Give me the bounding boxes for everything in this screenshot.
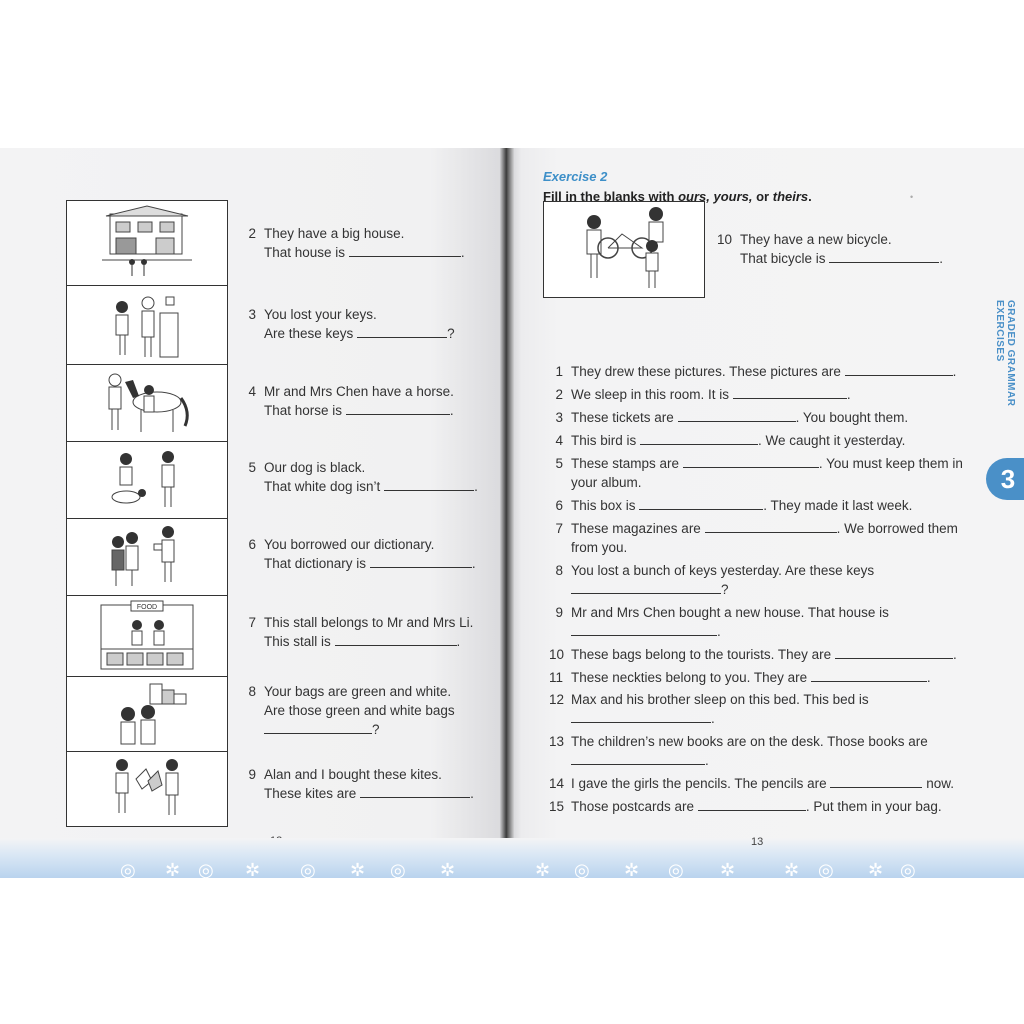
item-end: . — [470, 786, 474, 801]
left-page — [0, 148, 506, 878]
item-number: 7 — [248, 615, 256, 630]
item-sentence: They have a big house. — [264, 226, 405, 241]
exercise-item-4 — [248, 382, 454, 420]
item-text: This box is — [571, 498, 636, 513]
item-number: 10 — [716, 232, 732, 247]
item-number: 5 — [248, 460, 256, 475]
answer-blank[interactable] — [335, 632, 457, 646]
swirl-icon: ◎ — [120, 860, 136, 880]
ex2-item-3 — [555, 408, 909, 427]
item-end: . — [460, 245, 465, 260]
item-sentence: Alan and I bought these kites. — [264, 767, 442, 782]
ex2-item-6 — [555, 496, 913, 515]
item-prompt: These kites are — [264, 786, 357, 801]
ex2-item-7 — [555, 519, 958, 557]
item-end: . You must keep them in — [818, 456, 963, 471]
item-prompt: That dictionary is — [264, 556, 367, 571]
item-number: 4 — [555, 433, 563, 448]
item-end: . — [939, 251, 944, 266]
item-text: We sleep in this room. It is — [571, 387, 730, 402]
exercise-item-9 — [248, 765, 474, 803]
item-prompt: That white dog isn’t — [264, 479, 381, 494]
instruction-text: Fill in the blanks with — [543, 189, 679, 204]
answer-blank[interactable] — [829, 249, 939, 263]
item-end: . — [471, 556, 476, 571]
item-number: 15 — [549, 799, 565, 814]
item-end: . — [705, 753, 709, 768]
ex2-item-4 — [555, 431, 906, 450]
ex2-item-11 — [549, 668, 931, 687]
exercise-item-10-picture — [716, 230, 944, 268]
answer-blank[interactable] — [360, 784, 470, 798]
answer-blank[interactable] — [845, 362, 953, 376]
star-icon: ✲ — [440, 860, 456, 880]
item-prompt: Are those green and white bags — [264, 703, 455, 718]
item-sentence: Our dog is black. — [264, 460, 366, 475]
swirl-icon: ◎ — [668, 860, 684, 880]
picture-kites — [67, 752, 227, 826]
item-text: You lost a bunch of keys yesterday. Are these keys — [571, 563, 875, 578]
item-end: . — [474, 479, 478, 494]
ex2-item-13 — [549, 732, 928, 770]
picture-bicycle — [543, 201, 705, 298]
picture-column — [66, 200, 228, 827]
answer-blank[interactable] — [571, 622, 717, 636]
page-number-right: 13 — [751, 836, 764, 848]
answer-blank[interactable] — [264, 720, 372, 734]
picture-horse — [67, 365, 227, 442]
instruction-text: . — [808, 189, 812, 204]
item-prompt: Are these keys — [264, 326, 354, 341]
stall-sign-text: FOOD — [136, 604, 158, 611]
item-sentence: You lost your keys. — [264, 307, 377, 322]
item-end: . — [711, 711, 715, 726]
item-number: 9 — [248, 767, 256, 782]
item-number: 13 — [549, 734, 565, 749]
ex2-item-14 — [549, 774, 954, 793]
swirl-icon: ◎ — [198, 860, 214, 880]
item-end: ? — [721, 582, 729, 597]
item-end: . You bought them. — [795, 410, 909, 425]
item-number: 4 — [248, 384, 256, 399]
answer-blank[interactable] — [705, 519, 837, 533]
chapter-number-badge: 3 — [986, 458, 1024, 500]
exercise-item-7 — [248, 613, 474, 651]
exercise-title: Exercise 2 — [543, 169, 608, 184]
answer-blank[interactable] — [346, 401, 450, 415]
item-end: . — [952, 647, 957, 662]
item-text: These tickets are — [571, 410, 674, 425]
item-text: This bird is — [571, 433, 637, 448]
exercise-item-6 — [248, 535, 476, 573]
swirl-icon: ◎ — [818, 860, 834, 880]
item-sentence: They have a new bicycle. — [740, 232, 892, 247]
star-icon: ✲ — [350, 860, 366, 880]
picture-dictionary — [67, 519, 227, 596]
answer-blank[interactable] — [639, 496, 763, 510]
book-spine — [500, 148, 514, 878]
ex2-item-1 — [555, 362, 957, 381]
item-end: . — [717, 624, 721, 639]
item-number: 1 — [555, 364, 563, 379]
answer-blank[interactable] — [698, 797, 806, 811]
answer-blank[interactable] — [571, 751, 705, 765]
exercise-item-3 — [248, 305, 455, 343]
instruction-options: ours, yours, — [678, 189, 753, 204]
answer-blank[interactable] — [733, 385, 847, 399]
item-prompt: That horse is — [264, 403, 343, 418]
exercise-instruction — [543, 189, 812, 204]
ex2-item-12 — [549, 690, 869, 728]
star-icon: ✲ — [624, 860, 640, 880]
item-number: 10 — [549, 647, 565, 662]
answer-blank[interactable] — [349, 243, 461, 257]
item-number: 5 — [555, 456, 563, 471]
item-number: 12 — [549, 692, 565, 707]
swirl-icon: ◎ — [900, 860, 916, 880]
item-prompt: That bicycle is — [740, 251, 826, 266]
item-text: These magazines are — [571, 521, 701, 536]
item-text-cont: your album. — [571, 475, 642, 490]
ex2-item-8 — [555, 561, 875, 599]
answer-blank[interactable] — [357, 324, 447, 338]
item-number: 8 — [555, 563, 563, 578]
item-end: . — [952, 364, 957, 379]
answer-blank[interactable] — [678, 408, 796, 422]
item-end: . We borrowed them — [836, 521, 958, 536]
item-end: now. — [926, 776, 954, 791]
swirl-icon: ◎ — [300, 860, 316, 880]
answer-blank[interactable] — [640, 431, 758, 445]
item-number: 8 — [248, 684, 256, 699]
item-number: 3 — [248, 307, 256, 322]
item-sentence: Mr and Mrs Chen have a horse. — [264, 384, 454, 399]
item-end: . — [456, 634, 461, 649]
item-text: These stamps are — [571, 456, 680, 471]
item-text: The children’s new books are on the desk. Those books are — [571, 734, 928, 749]
answer-blank[interactable] — [683, 454, 819, 468]
item-text: These bags belong to the tourists. They are — [571, 647, 832, 662]
item-sentence: This stall belongs to Mr and Mrs Li. — [264, 615, 474, 630]
ex2-item-15 — [549, 797, 942, 816]
item-number: 14 — [549, 776, 565, 791]
star-icon: ✲ — [720, 860, 736, 880]
picture-bags — [67, 677, 227, 752]
print-mark: • — [910, 192, 914, 202]
item-text: Max and his brother sleep on this bed. This bed is — [571, 692, 869, 707]
answer-blank[interactable] — [370, 554, 472, 568]
picture-stall — [67, 596, 227, 677]
star-icon: ✲ — [784, 860, 800, 880]
ex2-item-10 — [549, 645, 957, 664]
picture-dog — [67, 442, 227, 519]
item-number: 3 — [555, 410, 563, 425]
item-text: Those postcards are — [571, 799, 695, 814]
answer-blank[interactable] — [830, 774, 922, 788]
star-icon: ✲ — [535, 860, 551, 880]
answer-blank[interactable] — [571, 580, 721, 594]
swirl-icon: ◎ — [574, 860, 590, 880]
item-number: 2 — [555, 387, 563, 402]
item-number: 9 — [555, 605, 563, 620]
item-text: Mr and Mrs Chen bought a new house. That house is — [571, 605, 889, 620]
swirl-icon: ◎ — [390, 860, 406, 880]
item-text: I gave the girls the pencils. The pencils are — [571, 776, 827, 791]
answer-blank[interactable] — [835, 645, 953, 659]
exercise-item-8 — [248, 682, 455, 739]
exercise-item-5 — [248, 458, 478, 496]
item-text: These neckties belong to you. They are — [571, 670, 808, 685]
answer-blank[interactable] — [811, 668, 927, 682]
instruction-options: theirs — [772, 189, 809, 204]
star-icon: ✲ — [165, 860, 181, 880]
item-number: 6 — [555, 498, 563, 513]
exercise-item-2 — [248, 224, 465, 262]
ex2-item-5 — [555, 454, 963, 492]
picture-house — [67, 201, 227, 286]
item-number: 7 — [555, 521, 563, 536]
side-tab-label: GRADED GRAMMAR EXERCISES — [994, 300, 1016, 407]
instruction-text: or — [752, 189, 773, 204]
ex2-item-2 — [555, 385, 851, 404]
star-icon: ✲ — [245, 860, 261, 880]
item-number: 11 — [549, 670, 564, 685]
item-sentence: Your bags are green and white. — [264, 684, 452, 699]
item-end: . — [449, 403, 454, 418]
answer-blank[interactable] — [384, 477, 474, 491]
item-text-cont: from you. — [571, 540, 628, 555]
answer-blank[interactable] — [571, 709, 711, 723]
item-end: . — [846, 387, 851, 402]
ex2-item-9 — [555, 603, 889, 641]
star-icon: ✲ — [868, 860, 884, 880]
item-number: 2 — [248, 226, 256, 241]
item-end: ? — [372, 722, 380, 737]
item-sentence: You borrowed our dictionary. — [264, 537, 435, 552]
item-end: ? — [447, 326, 455, 341]
item-text: They drew these pictures. These pictures are — [571, 364, 841, 379]
picture-keys — [67, 286, 227, 365]
item-prompt: That house is — [264, 245, 346, 260]
item-end: . Put them in your bag. — [805, 799, 942, 814]
item-end: . — [926, 670, 931, 685]
item-end: . They made it last week. — [763, 498, 913, 513]
item-number: 6 — [248, 537, 256, 552]
item-prompt: This stall is — [264, 634, 331, 649]
item-end: . We caught it yesterday. — [758, 433, 906, 448]
